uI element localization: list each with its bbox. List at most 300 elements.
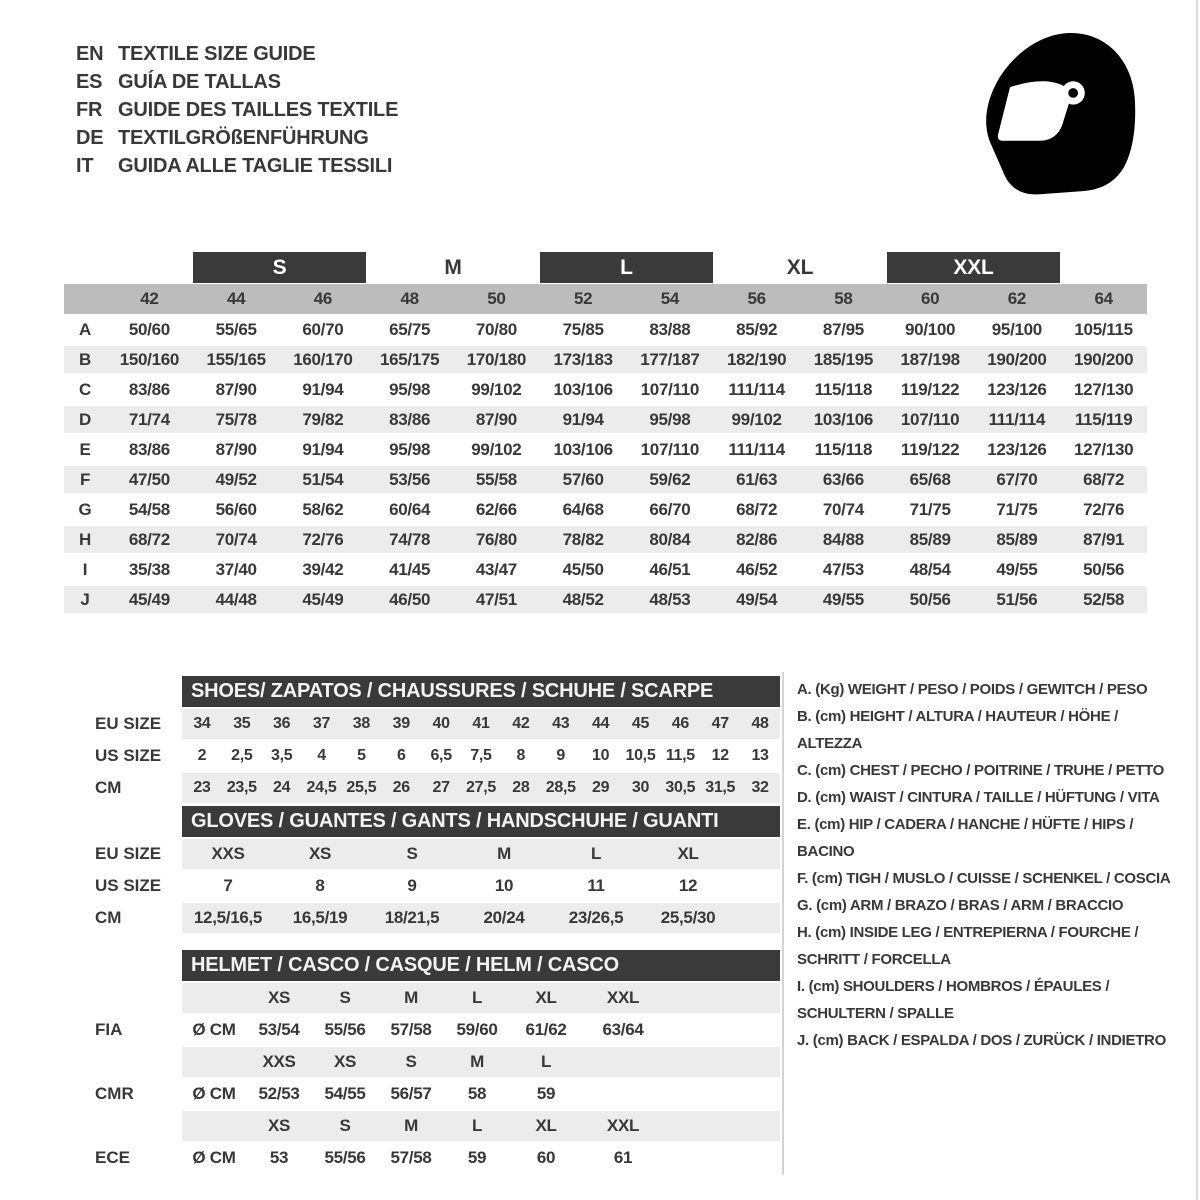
textile-value: 39/42 <box>302 559 344 579</box>
size-value: 2 <box>197 747 207 764</box>
size-value: 30,5 <box>665 779 696 796</box>
size-value: 28,5 <box>545 779 576 796</box>
textile-value: 48/52 <box>562 589 604 609</box>
textile-value: 155/165 <box>206 349 266 369</box>
section-row <box>64 1143 780 1173</box>
size-value: 12,5/16,5 <box>193 908 263 927</box>
textile-value: 90/100 <box>905 319 956 339</box>
helmet-section-header: HELMET / CASCO / CASQUE / HELM / CASCO <box>182 950 780 981</box>
textile-value: 70/74 <box>822 499 864 519</box>
size-value: 46 <box>671 715 689 732</box>
numeric-size-46: 46 <box>313 289 333 308</box>
section-row-values <box>182 1047 780 1077</box>
size-value: 5 <box>357 747 366 764</box>
textile-value: 107/110 <box>900 409 960 429</box>
textile-numeric-sizes-row <box>64 284 1147 314</box>
size-group-l: L <box>540 252 714 283</box>
diameter-cm-label <box>182 983 246 1013</box>
size-value: 23,5 <box>226 779 257 796</box>
textile-value: 127/130 <box>1073 439 1134 459</box>
size-value: XL <box>535 988 557 1007</box>
gloves-section-header: GLOVES / GUANTES / GANTS / HANDSCHUHE / GUANTI <box>182 806 780 837</box>
image-right-edge-line <box>1196 0 1198 1200</box>
size-value: 63/64 <box>602 1020 644 1039</box>
textile-value: 119/122 <box>900 379 960 399</box>
textile-size-groups-row <box>64 252 1147 283</box>
textile-value: 82/86 <box>736 529 778 549</box>
textile-value: 115/119 <box>1074 409 1133 429</box>
legend-item-f: F. (cm) TIGH / MUSLO / CUISSE / SCHENKEL / COSCIA <box>797 870 1171 887</box>
textile-value: 41/45 <box>389 559 431 579</box>
textile-size-table <box>64 252 1147 616</box>
size-value: 56/57 <box>390 1084 432 1103</box>
size-value: 42 <box>512 715 530 732</box>
lang-label: GUIDE DES TAILLES TEXTILE <box>118 98 399 121</box>
textile-value: 66/70 <box>649 499 691 519</box>
size-value: 59/60 <box>456 1020 498 1039</box>
size-value: 37 <box>312 715 331 732</box>
textile-value: 80/84 <box>649 529 691 549</box>
row-label-us-size: US SIZE <box>64 871 182 901</box>
section-row <box>64 1111 780 1141</box>
diameter-cm-label: Ø CM <box>192 1148 236 1167</box>
textile-value: 56/60 <box>215 499 257 519</box>
filler <box>664 983 780 1013</box>
textile-value: 46/51 <box>649 559 691 579</box>
textile-value: 47/53 <box>822 559 864 579</box>
textile-value: 74/78 <box>389 529 431 549</box>
textile-value: 57/60 <box>562 469 604 489</box>
lang-label: TEXTILGRÖßENFÜHRUNG <box>118 126 369 149</box>
size-value: 25,5/30 <box>660 908 716 927</box>
helmet-table <box>64 983 780 1173</box>
textile-row-d <box>64 406 1147 436</box>
textile-value: 78/82 <box>562 529 604 549</box>
textile-value: 99/102 <box>471 379 522 399</box>
size-value: 7,5 <box>470 747 492 764</box>
size-value <box>582 1079 664 1109</box>
size-value: 36 <box>273 715 291 732</box>
shoes-table <box>64 709 780 803</box>
textile-value: 70/80 <box>475 319 517 339</box>
legend-item-c: C. (cm) CHEST / PECHO / POITRINE / TRUHE / PETTO <box>797 762 1165 779</box>
size-value: 9 <box>407 876 417 895</box>
filler <box>664 1047 780 1077</box>
textile-value: 61/63 <box>736 469 778 489</box>
size-value: 34 <box>193 715 211 732</box>
row-label-cmr: CMR <box>64 1079 182 1109</box>
size-value: L <box>590 844 602 863</box>
textile-value: 68/72 <box>1083 469 1125 489</box>
textile-value: 54/58 <box>128 499 170 519</box>
size-value: 7 <box>223 876 233 895</box>
section-row <box>64 1015 780 1045</box>
textile-row-f <box>64 466 1147 496</box>
size-value: 59 <box>536 1084 556 1103</box>
gloves-table <box>64 839 780 933</box>
row-letter: G <box>78 499 92 519</box>
size-value: L <box>471 1116 483 1135</box>
size-value: 20/24 <box>483 908 525 927</box>
textile-value: 37/40 <box>215 559 257 579</box>
row-letter: B <box>79 349 91 369</box>
textile-value: 95/98 <box>649 409 691 429</box>
textile-value: 50/56 <box>909 589 951 609</box>
size-value: 40 <box>432 715 450 732</box>
lang-label: GUIDA ALLE TAGLIE TESSILI <box>118 154 393 177</box>
filler <box>734 871 780 901</box>
textile-value: 170/180 <box>466 349 527 369</box>
numeric-size-56: 56 <box>747 289 766 308</box>
textile-value: 65/75 <box>389 319 431 339</box>
textile-value: 68/72 <box>128 529 170 549</box>
size-value: 39 <box>392 715 410 732</box>
textile-value: 182/190 <box>726 349 787 369</box>
size-value: 57/58 <box>390 1020 432 1039</box>
section-row-values <box>182 903 780 933</box>
textile-value: 51/54 <box>302 469 344 489</box>
row-label-us-size: US SIZE <box>64 741 182 771</box>
textile-measurement-rows <box>64 316 1147 616</box>
size-value: 8 <box>315 876 325 895</box>
textile-value: 35/38 <box>128 559 170 579</box>
section-row-values <box>182 741 780 771</box>
size-value: XS <box>333 1052 357 1071</box>
textile-value: 55/58 <box>475 469 517 489</box>
size-value: 11,5 <box>665 747 695 764</box>
textile-value: 119/122 <box>900 439 960 459</box>
textile-value: 68/72 <box>736 499 778 519</box>
size-value: 59 <box>467 1148 487 1167</box>
size-group-s: S <box>193 252 367 283</box>
textile-value: 72/76 <box>302 529 344 549</box>
textile-value: 60/64 <box>389 499 431 519</box>
textile-value: 48/53 <box>649 589 691 609</box>
lang-row-en <box>76 40 398 68</box>
corner-cell <box>64 284 106 314</box>
textile-value: 58/62 <box>302 499 344 519</box>
size-value: 32 <box>751 779 769 796</box>
textile-value: 111/114 <box>988 409 1046 429</box>
textile-value: 51/56 <box>996 589 1038 609</box>
size-value: 9 <box>556 747 566 764</box>
section-row <box>64 983 780 1013</box>
section-row <box>64 709 780 739</box>
legend-item-a: A. (Kg) WEIGHT / PESO / POIDS / GEWITCH / PESO <box>797 681 1148 698</box>
size-value: 28 <box>512 779 530 796</box>
textile-value: 115/118 <box>814 439 873 459</box>
textile-value: 150/160 <box>119 349 180 369</box>
textile-value: 95/100 <box>991 319 1042 339</box>
section-row <box>64 871 780 901</box>
row-letter: E <box>79 439 91 459</box>
textile-value: 111/114 <box>728 439 785 459</box>
textile-row-e <box>64 436 1147 466</box>
section-row-values <box>182 839 780 869</box>
textile-value: 83/86 <box>128 439 170 459</box>
filler <box>664 1143 780 1173</box>
textile-value: 103/106 <box>553 439 613 459</box>
legend-divider-line <box>782 672 784 1175</box>
filler <box>664 1079 780 1109</box>
textile-row-a <box>64 316 1147 346</box>
size-value: 3,5 <box>270 747 293 764</box>
size-value: 6 <box>396 747 406 764</box>
textile-value: 95/98 <box>389 439 431 459</box>
size-value: 30 <box>631 779 650 796</box>
size-value: 55/56 <box>324 1020 366 1039</box>
textile-value: 49/52 <box>215 469 257 489</box>
textile-value: 87/90 <box>215 379 257 399</box>
size-value: 23 <box>193 779 211 796</box>
legend-item-h: H. (cm) INSIDE LEG / ENTREPIERNA / FOURCHE / SCHRITT / FORCELLA <box>797 924 1139 968</box>
size-value: 13 <box>751 747 769 764</box>
size-value: XS <box>267 988 291 1007</box>
textile-value: 95/98 <box>389 379 431 399</box>
size-value: S <box>339 988 351 1007</box>
size-value: 53 <box>269 1148 289 1167</box>
numeric-size-48: 48 <box>400 289 419 308</box>
textile-row-h <box>64 526 1147 556</box>
lang-row-it <box>76 152 398 180</box>
size-value: 8 <box>516 747 526 764</box>
textile-value: 75/78 <box>215 409 257 429</box>
section-row-values <box>182 773 780 803</box>
legend-item-e: E. (cm) HIP / CADERA / HANCHE / HÜFTE / HIPS / BACINO <box>797 816 1134 860</box>
textile-value: 71/75 <box>909 499 951 519</box>
textile-value: 45/49 <box>302 589 344 609</box>
textile-value: 62/66 <box>475 499 517 519</box>
legend-item-i: I. (cm) SHOULDERS / HOMBROS / ÉPAULES / SCHULTERN / SPALLE <box>797 978 1110 1022</box>
textile-value: 83/86 <box>389 409 431 429</box>
textile-value: 75/85 <box>562 319 604 339</box>
textile-value: 85/89 <box>909 529 951 549</box>
size-value: S <box>405 1052 417 1071</box>
textile-value: 83/88 <box>649 319 691 339</box>
textile-value: 59/62 <box>649 469 691 489</box>
textile-row-i <box>64 556 1147 586</box>
shoes-section-header: SHOES/ ZAPATOS / CHAUSSURES / SCHUHE / SCARPE <box>182 676 780 707</box>
textile-value: 87/95 <box>822 319 864 339</box>
textile-row-g <box>64 496 1147 526</box>
size-value: 61/62 <box>525 1020 567 1039</box>
size-value: 11 <box>587 876 605 895</box>
row-letter: A <box>79 319 91 339</box>
lang-row-fr <box>76 96 398 124</box>
textile-value: 72/76 <box>1083 499 1125 519</box>
size-value: XXS <box>211 844 245 863</box>
textile-value: 47/50 <box>128 469 170 489</box>
section-row <box>64 903 780 933</box>
textile-value: 123/126 <box>987 379 1047 399</box>
diameter-cm-label <box>182 1111 246 1141</box>
textile-value: 91/94 <box>302 439 344 459</box>
textile-value: 67/70 <box>996 469 1038 489</box>
textile-value: 46/52 <box>736 559 778 579</box>
textile-value: 111/114 <box>728 379 785 399</box>
textile-value: 99/102 <box>471 439 522 459</box>
size-value: 43 <box>552 715 570 732</box>
textile-value: 49/55 <box>996 559 1038 579</box>
diameter-cm-label: Ø CM <box>192 1084 236 1103</box>
row-label-cm: CM <box>64 773 182 803</box>
size-value: 52/53 <box>258 1084 300 1103</box>
textile-value: 83/86 <box>128 379 170 399</box>
lang-code: ES <box>76 70 103 93</box>
legend-item-g: G. (cm) ARM / BRAZO / BRAS / ARM / BRACCIO <box>797 897 1124 914</box>
textile-value: 60/70 <box>302 319 344 339</box>
size-group-xl: XL <box>786 255 814 279</box>
size-value: 4 <box>317 747 326 764</box>
size-value: 24,5 <box>306 779 337 796</box>
textile-row-c <box>64 376 1147 406</box>
size-value: M <box>404 988 418 1007</box>
size-value: 12 <box>678 876 698 895</box>
diameter-cm-label: Ø CM <box>192 1020 236 1039</box>
size-group-m: M <box>444 255 462 279</box>
accessory-size-tables <box>64 676 780 1175</box>
size-value: 26 <box>392 779 410 796</box>
size-value: L <box>540 1052 552 1071</box>
size-value <box>582 1047 664 1077</box>
textile-value: 49/54 <box>736 589 778 609</box>
textile-value: 55/65 <box>215 319 257 339</box>
textile-value: 87/90 <box>475 409 517 429</box>
row-label-empty <box>64 1111 182 1141</box>
textile-value: 49/55 <box>822 589 864 609</box>
size-value: 60 <box>536 1148 556 1167</box>
row-letter: F <box>79 469 91 489</box>
textile-value: 173/183 <box>553 349 613 369</box>
row-label-cm: CM <box>64 903 182 933</box>
textile-value: 45/50 <box>562 559 604 579</box>
legend-item-d: D. (cm) WAIST / CINTURA / TAILLE / HÜFTUNG / VITA <box>797 789 1160 806</box>
textile-value: 84/88 <box>822 529 864 549</box>
size-value: L <box>471 988 483 1007</box>
size-value: XL <box>535 1116 557 1135</box>
row-label-ece: ECE <box>64 1143 182 1173</box>
size-value: 24 <box>273 779 291 796</box>
textile-value: 45/49 <box>128 589 170 609</box>
textile-value: 70/74 <box>215 529 257 549</box>
textile-value: 177/187 <box>640 349 700 369</box>
filler <box>664 1111 780 1141</box>
textile-value: 85/89 <box>996 529 1038 549</box>
size-value: 48 <box>751 715 769 732</box>
legend-item-j: J. (cm) BACK / ESPALDA / DOS / ZURÜCK / INDIETRO <box>797 1032 1166 1049</box>
size-value: 10 <box>591 747 610 764</box>
section-row-values <box>182 1015 780 1045</box>
textile-value: 48/54 <box>909 559 951 579</box>
lang-row-de <box>76 124 398 152</box>
textile-value: 91/94 <box>302 379 344 399</box>
numeric-size-62: 62 <box>1007 289 1027 308</box>
row-label-empty <box>64 1047 182 1077</box>
measurement-legend <box>797 676 1171 1054</box>
numeric-size-50: 50 <box>487 289 506 308</box>
textile-value: 115/118 <box>814 379 873 399</box>
numeric-size-52: 52 <box>573 289 593 308</box>
textile-value: 50/60 <box>128 319 170 339</box>
row-label-eu-size: EU SIZE <box>64 709 182 739</box>
textile-value: 87/90 <box>215 439 257 459</box>
textile-value: 76/80 <box>475 529 517 549</box>
size-value: 27 <box>432 779 450 796</box>
lang-label: TEXTILE SIZE GUIDE <box>118 42 316 65</box>
legend-item-b: B. (cm) HEIGHT / ALTURA / HAUTEUR / HÖHE / ALTEZZA <box>797 708 1119 752</box>
size-value: 29 <box>591 779 610 796</box>
textile-value: 185/195 <box>813 349 874 369</box>
size-value: 44 <box>591 715 610 732</box>
numeric-size-60: 60 <box>920 289 940 308</box>
size-value: 2,5 <box>231 747 253 764</box>
textile-value: 107/110 <box>640 439 700 459</box>
textile-value: 165/175 <box>379 349 440 369</box>
textile-value: 103/106 <box>813 409 874 429</box>
textile-value: 99/102 <box>731 409 782 429</box>
section-row-values <box>182 1111 780 1141</box>
section-row-values <box>182 1079 780 1109</box>
textile-value: 123/126 <box>987 439 1047 459</box>
size-value: S <box>339 1116 351 1135</box>
size-value: M <box>470 1052 484 1071</box>
filler <box>734 903 780 933</box>
textile-value: 160/170 <box>293 349 353 369</box>
size-value: 55/56 <box>324 1148 366 1167</box>
size-value: M <box>497 844 511 863</box>
section-row <box>64 839 780 869</box>
textile-value: 64/68 <box>562 499 604 519</box>
size-value: 41 <box>472 715 490 732</box>
row-letter: C <box>79 379 91 399</box>
size-value: 23/26,5 <box>568 908 624 927</box>
lang-code: DE <box>76 126 104 149</box>
section-row-values <box>182 871 780 901</box>
lang-row-es <box>76 68 398 96</box>
textile-value: 71/74 <box>128 409 170 429</box>
textile-value: 187/198 <box>900 349 960 369</box>
size-value: 10,5 <box>625 747 656 764</box>
size-value: 38 <box>352 715 370 732</box>
size-value: 61 <box>613 1148 633 1167</box>
lang-code: IT <box>76 154 94 177</box>
filler <box>734 839 780 869</box>
filler <box>664 1015 780 1045</box>
language-title-block <box>76 40 398 180</box>
textile-value: 71/75 <box>996 499 1038 519</box>
size-value: 25,5 <box>346 779 377 796</box>
section-row <box>64 741 780 771</box>
row-letter: D <box>79 409 91 429</box>
textile-value: 91/94 <box>562 409 604 429</box>
size-value: XL <box>677 844 699 863</box>
row-letter: H <box>79 529 91 549</box>
row-label-eu-size: EU SIZE <box>64 839 182 869</box>
textile-value: 53/56 <box>389 469 431 489</box>
racing-helmet-icon <box>980 28 1142 200</box>
size-value: 18/21,5 <box>384 908 440 927</box>
size-value: 53/54 <box>258 1020 300 1039</box>
textile-value: 190/200 <box>1073 349 1134 369</box>
section-row <box>64 773 780 803</box>
size-value: XXS <box>262 1052 296 1071</box>
size-value: 58 <box>467 1084 487 1103</box>
textile-row-b <box>64 346 1147 376</box>
row-label-fia: FIA <box>64 1015 182 1045</box>
lang-code: EN <box>76 42 104 65</box>
section-row <box>64 1047 780 1077</box>
textile-value: 63/66 <box>822 469 864 489</box>
